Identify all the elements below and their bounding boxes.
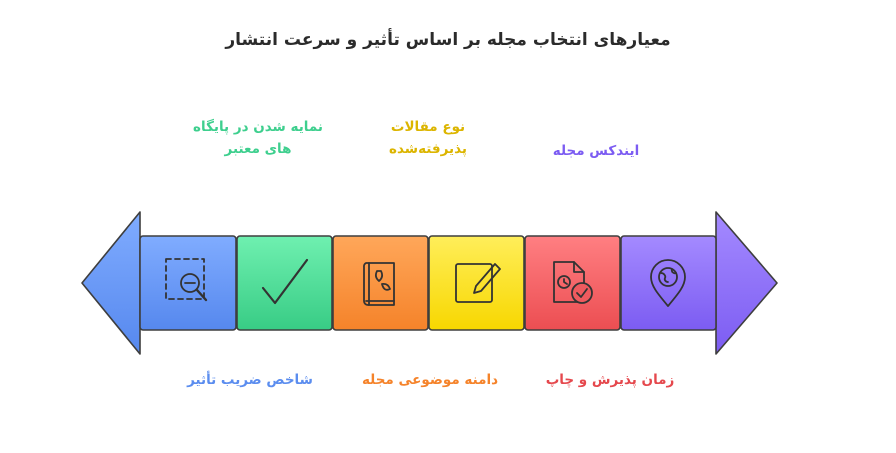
label-journal-index: ایندکس مجله: [552, 143, 640, 159]
label-article-types-line1: نوع مقالات: [390, 119, 466, 135]
label-subject-scope: دامنه موضوعی مجله: [361, 372, 499, 388]
segment-acceptance-time: [525, 236, 620, 330]
left-arrow-head: [82, 212, 140, 354]
diagram-title: معیارهای انتخاب مجله بر اساس تأثیر و سرعت انتشار: [225, 30, 671, 50]
label-indexing-line2: های معتبر: [224, 141, 292, 157]
segment-article-types: [429, 236, 524, 330]
label-acceptance-time: زمان پذیرش و چاپ: [545, 372, 675, 388]
label-article-types-line2: پذیرفته‌شده: [389, 141, 467, 157]
segment-subject-scope: [333, 236, 428, 330]
label-impact-factor: شاخص ضریب تأثیر: [187, 372, 313, 388]
segment-indexing: [237, 236, 332, 330]
right-arrow-head: [716, 212, 777, 354]
label-indexing-line1: نمایه شدن در پایگاه: [193, 119, 323, 135]
segment-journal-index: [621, 236, 716, 330]
